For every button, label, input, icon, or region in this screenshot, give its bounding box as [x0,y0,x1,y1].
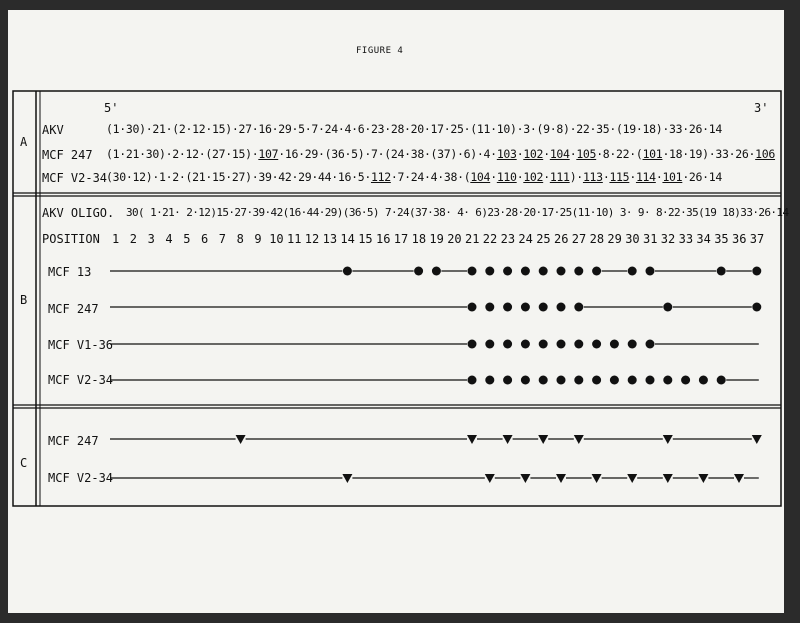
cleavage-dot [521,303,530,312]
section-label-c: C [20,456,28,470]
position-tick: 28 [589,232,605,246]
position-tick: 17 [393,232,409,246]
position-tick: 8 [236,232,244,246]
cleavage-triangle [467,435,477,444]
sequence-segment: )· [569,170,583,184]
panel-a-row-label: MCF 247 [42,148,93,162]
cleavage-dot [628,267,637,276]
underlined-segment: 112 [370,170,391,184]
cleavage-triangle [556,474,566,483]
cleavage-dot [557,303,566,312]
sequence-segment: · [569,147,577,161]
cleavage-dot [557,267,566,276]
position-tick: 3 [147,232,155,246]
position-tick: 21 [465,232,480,246]
position-tick: 10 [269,232,284,246]
panel-a-sequence [106,170,722,184]
sequence-segment: (1·21·30)·2·12·(27·15)· [106,147,259,161]
cleavage-dot [521,340,530,349]
cleavage-dot [343,267,352,276]
sequence-segment: · [543,170,550,184]
position-tick: 5 [183,232,191,246]
sequence-segment: ·18·19)·33·26· [662,147,756,161]
panel-a-sequence [106,147,775,161]
underlined-segment: 110 [496,170,517,184]
position-tick: 20 [447,232,462,246]
position-tick: 27 [571,232,587,246]
underlined-segment: 104 [470,170,491,184]
position-tick: 14 [340,232,355,246]
panel-b-row-label: MCF 13 [48,265,92,279]
cleavage-triangle [752,435,762,444]
underlined-segment: 107 [258,147,279,161]
position-tick: 11 [287,232,302,246]
cleavage-triangle [236,435,246,444]
cleavage-dot [468,376,477,385]
cleavage-triangle [520,474,530,483]
cleavage-triangle [485,474,495,483]
panel-c-row-label: MCF V2-34 [48,471,114,485]
position-tick: 30 [625,232,640,246]
underlined-segment: 113 [582,170,603,184]
figure-title: FIGURE 4 [356,46,404,56]
underlined-segment: 105 [576,147,597,161]
cleavage-dot [574,267,583,276]
position-tick: 24 [518,232,533,246]
underlined-segment: 103 [496,147,517,161]
position-tick: 34 [696,232,711,246]
position-tick: 9 [254,232,262,246]
cleavage-dot [503,340,512,349]
cleavage-dot [485,340,494,349]
cleavage-triangle [663,474,673,483]
cleavage-dot [610,376,619,385]
cleavage-dot [752,267,761,276]
position-tick: 6 [201,232,209,246]
cleavage-dot [468,303,477,312]
position-tick: 22 [482,232,498,246]
sequence-segment: · [516,170,524,184]
sequence-segment: ·8·22·( [596,147,643,161]
cleavage-dot [539,340,548,349]
oligo-sequence: 30( 1·21· 2·12)15·27·39·42(16·44·29)(36·5) 7·24(37·38· 4· 6)23·28·20·17·25(11·10) 3· 9· 8·22·35(19 18)33·26·14 [126,206,789,219]
cleavage-dot [468,267,477,276]
cleavage-triangle [538,435,548,444]
position-tick: 32 [660,232,676,246]
sequence-segment: · [490,170,497,184]
underlined-segment: 104 [549,147,570,161]
cleavage-dot [432,267,441,276]
cleavage-dot [610,340,619,349]
section-label-a: A [20,135,28,149]
position-tick: 7 [218,232,227,246]
underlined-segment: 102 [523,170,544,184]
cleavage-triangle [503,435,513,444]
cleavage-triangle [663,435,673,444]
cleavage-dot [752,303,761,312]
cleavage-dot [557,376,566,385]
cleavage-dot [717,376,726,385]
underlined-segment: 102 [523,147,544,161]
underlined-segment: 111 [549,170,570,184]
position-tick: 33 [678,232,694,246]
panel-a-sequence [106,122,722,136]
position-tick: 36 [732,232,747,246]
underlined-segment: 114 [635,170,656,184]
cleavage-dot [592,267,601,276]
cleavage-dot [681,376,690,385]
sequence-segment: · [602,170,610,184]
underlined-segment: 106 [755,147,776,161]
cleavage-dot [628,376,637,385]
cleavage-dot [485,376,494,385]
three-prime-label: 3' [754,101,769,115]
cleavage-dot [574,376,583,385]
cleavage-triangle [342,474,352,483]
position-tick: 2 [129,232,138,246]
panel-b-row-label: MCF V1-36 [48,338,114,352]
cleavage-triangle [574,435,584,444]
cleavage-dot [414,267,423,276]
cleavage-dot [521,376,530,385]
sequence-segment: ·7·24·4·38·( [390,170,471,184]
position-tick: 25 [536,232,551,246]
cleavage-dot [646,376,655,385]
cleavage-triangle [698,474,708,483]
cleavage-dot [574,340,583,349]
sequence-segment: · [543,147,550,161]
cleavage-dot [592,376,601,385]
cleavage-dot [646,267,655,276]
cleavage-triangle [592,474,602,483]
position-tick: 4 [165,232,173,246]
cleavage-dot [485,267,494,276]
position-tick: 19 [429,232,444,246]
panel-a-row-label: MCF V2-34 [42,171,108,185]
panel-b-row-label: MCF 247 [48,302,99,316]
position-tick: 23 [500,232,516,246]
position-tick: 31 [643,232,658,246]
oligo-label: AKV OLIGO. [42,206,115,220]
mark-layer [110,267,762,484]
sequence-segment: · [629,170,636,184]
cleavage-dot [539,303,548,312]
underlined-segment: 115 [609,170,630,184]
cleavage-dot [699,376,708,385]
cleavage-dot [485,303,494,312]
cleavage-triangle [627,474,637,483]
sequence-segment: · [655,170,663,184]
cleavage-dot [503,267,512,276]
panel-a-row-label: AKV [42,123,64,137]
cleavage-dot [717,267,726,276]
sequence-segment: · [516,147,524,161]
cleavage-dot [628,340,637,349]
position-tick: 13 [322,232,338,246]
sequence-segment: (30·12)·1·2·(21·15·27)·39·42·29·44·16·5· [106,170,371,184]
position-tick: 26 [554,232,569,246]
cleavage-dot [539,267,548,276]
cleavage-dot [539,376,548,385]
panel-b-row-label: MCF V2-34 [48,373,114,387]
section-label-b: B [20,293,28,307]
cleavage-dot [503,303,512,312]
position-tick: 37 [749,232,765,246]
cleavage-dot [663,303,672,312]
position-tick: 35 [714,232,729,246]
position-tick: 16 [376,232,391,246]
position-tick: 18 [411,232,427,246]
cleavage-dot [646,340,655,349]
cleavage-dot [521,267,530,276]
position-label: POSITION [42,232,100,246]
position-tick: 1 [112,232,120,246]
cleavage-dot [574,303,583,312]
underlined-segment: 101 [642,147,663,161]
position-tick: 12 [304,232,320,246]
cleavage-triangle [734,474,744,483]
sequence-segment: (1·30)·21·(2·12·15)·27·16·29·5·7·24·4·6·23·28·20·17·25·(11·10)·3·(9·8)·22·35·(19·18)·33·26·14 [106,122,722,136]
cleavage-dot [468,340,477,349]
sequence-segment: ·26·14 [682,170,723,184]
five-prime-label: 5' [104,101,119,115]
position-tick: 15 [358,232,373,246]
cleavage-dot [503,376,512,385]
cleavage-dot [557,340,566,349]
panel-c-row-label: MCF 247 [48,434,99,448]
cleavage-dot [663,376,672,385]
underlined-segment: 101 [662,170,683,184]
cleavage-dot [592,340,601,349]
sequence-segment: ·16·29·(36·5)·7·(24·38·(37)·6)·4· [278,147,497,161]
position-tick: 29 [607,232,622,246]
